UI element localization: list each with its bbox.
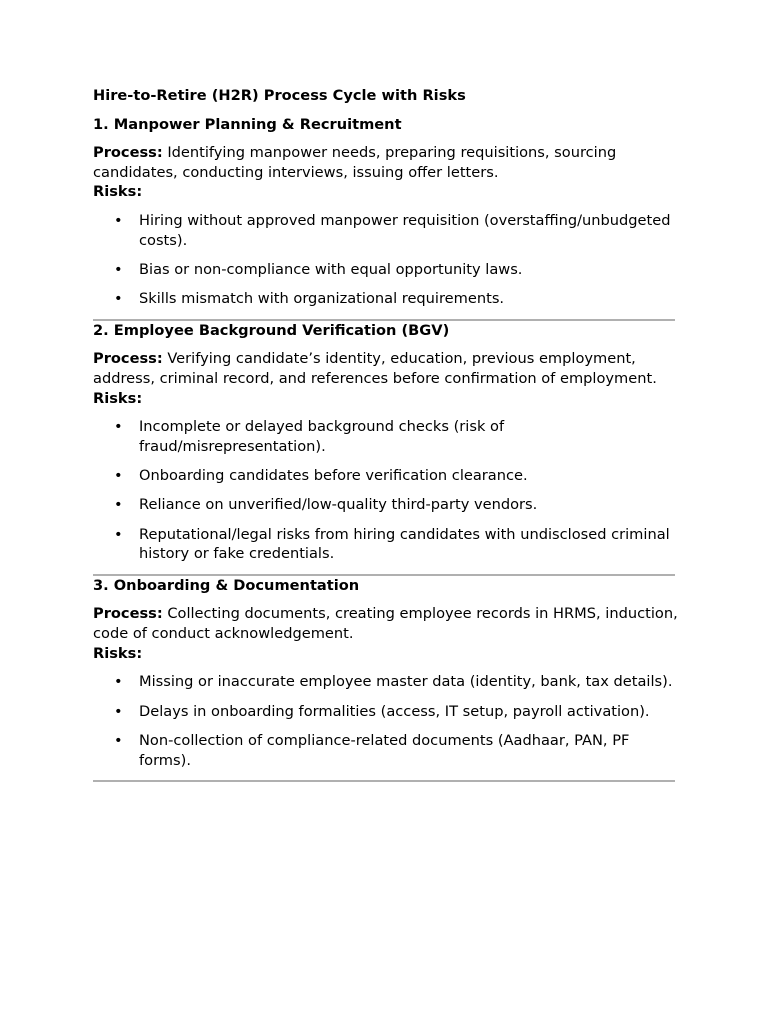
risk-text: Reliance on unverified/low-quality third-party vendors. bbox=[139, 496, 538, 514]
list-item bbox=[93, 731, 678, 770]
process-paragraph bbox=[93, 143, 678, 182]
risk-list bbox=[93, 211, 678, 309]
process-text: Identifying manpower needs, preparing requisitions, sourcing candidates, conducting interviews, issuing offer letters. bbox=[93, 144, 617, 181]
process-paragraph bbox=[93, 349, 678, 388]
risk-text: Missing or inaccurate employee master data (identity, bank, tax details). bbox=[139, 673, 673, 691]
risk-text: Reputational/legal risks from hiring candidates with undisclosed criminal history or fake credentials. bbox=[139, 525, 670, 563]
list-item bbox=[93, 211, 678, 250]
bullet-icon: • bbox=[114, 673, 123, 691]
risks-label: Risks: bbox=[93, 183, 143, 201]
bullet-icon: • bbox=[114, 702, 123, 720]
risk-text: Bias or non-compliance with equal opportunity laws. bbox=[139, 260, 523, 278]
document-title: Hire-to-Retire (H2R) Process Cycle with Risks bbox=[93, 87, 466, 104]
section-background-verification bbox=[93, 321, 678, 564]
list-item bbox=[93, 495, 678, 515]
risk-list bbox=[93, 417, 678, 564]
risks-label: Risks: bbox=[93, 644, 143, 662]
bullet-icon: • bbox=[114, 211, 123, 229]
section-heading: 1. Manpower Planning & Recruitment bbox=[93, 115, 402, 133]
list-item bbox=[93, 417, 678, 456]
list-item bbox=[93, 672, 678, 692]
process-label: Process: bbox=[93, 144, 163, 162]
section-onboarding bbox=[93, 576, 678, 770]
bullet-icon: • bbox=[114, 732, 123, 750]
risk-text: Incomplete or delayed background checks (risk of fraud/misrepresentation). bbox=[139, 418, 505, 455]
bullet-icon: • bbox=[114, 525, 123, 543]
list-item bbox=[93, 289, 678, 309]
bullet-icon: • bbox=[114, 418, 123, 436]
process-paragraph bbox=[93, 604, 678, 643]
list-item bbox=[93, 702, 678, 722]
risk-text: Hiring without approved manpower requisition (overstaffing/unbudgeted costs). bbox=[139, 211, 671, 249]
section-divider bbox=[93, 780, 675, 782]
process-label: Process: bbox=[93, 350, 163, 368]
bullet-icon: • bbox=[114, 467, 123, 485]
document-page bbox=[93, 86, 678, 782]
risk-text: Onboarding candidates before verification clearance. bbox=[139, 467, 528, 485]
process-label: Process: bbox=[93, 605, 163, 623]
section-heading: 2. Employee Background Verification (BGV) bbox=[93, 321, 450, 339]
bullet-icon: • bbox=[114, 260, 123, 278]
list-item bbox=[93, 260, 678, 280]
bullet-icon: • bbox=[114, 290, 123, 308]
process-text: Verifying candidate’s identity, education, previous employment, address, criminal record, and references before confirmation of employment. bbox=[93, 350, 657, 387]
process-text: Collecting documents, creating employee records in HRMS, induction, code of conduct acknowledgement. bbox=[93, 605, 678, 643]
bullet-icon: • bbox=[114, 496, 123, 514]
section-heading: 3. Onboarding & Documentation bbox=[93, 576, 360, 594]
risks-label: Risks: bbox=[93, 389, 143, 407]
risk-text: Non-collection of compliance-related documents (Aadhaar, PAN, PF forms). bbox=[139, 732, 630, 769]
risk-text: Skills mismatch with organizational requirements. bbox=[139, 290, 505, 308]
risk-list bbox=[93, 672, 678, 770]
section-manpower-planning bbox=[93, 115, 678, 309]
risk-text: Delays in onboarding formalities (access, IT setup, payroll activation). bbox=[139, 702, 650, 720]
list-item bbox=[93, 525, 678, 564]
list-item bbox=[93, 466, 678, 486]
